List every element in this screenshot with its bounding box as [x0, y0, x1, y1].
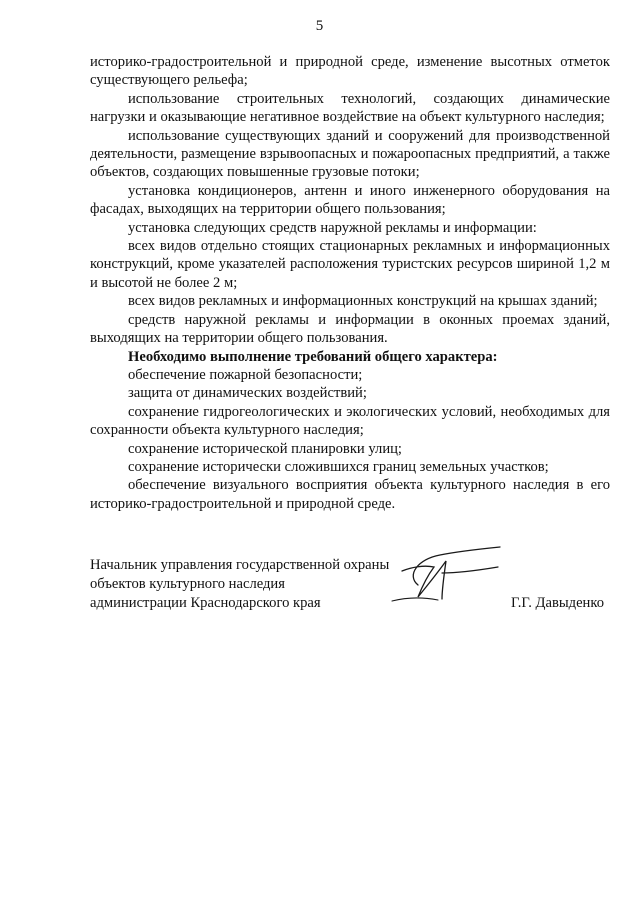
page-number: 5 [315, 18, 324, 34]
paragraph-6: всех видов отдельно стоящих стационарных рекламных и информационных конструкций, кроме указателей расположения туристских ресурсов шириной 1,2 м и высотой не более 2 м; [90, 238, 610, 291]
signature-block [90, 556, 610, 616]
paragraph-11: защита от динамических воздействий; [128, 385, 367, 402]
document-body [90, 53, 610, 513]
signatory-position-line-3: администрации Краснодарского края [90, 595, 321, 611]
paragraph-7: всех видов рекламных и информационных конструкций на крышах зданий; [128, 293, 598, 310]
paragraph-15: обеспечение визуального восприятия объекта культурного наследия в его историко-градостроительной и природной среде. [90, 477, 610, 512]
paragraph-3: использование существующих зданий и сооружений для производственной деятельности, размещение взрывоопасных и пожароопасных предприятий, а также объектов, создающих повышенные грузовые потоки; [90, 127, 610, 181]
paragraph-13: сохранение исторической планировки улиц; [128, 440, 402, 457]
handwritten-signature [388, 545, 508, 607]
section-heading: Необходимо выполнение требований общего характера: [128, 348, 498, 365]
paragraph-5: установка следующих средств наружной рекламы и информации: [128, 219, 537, 236]
paragraph-10: обеспечение пожарной безопасности; [128, 366, 363, 383]
paragraph-2: использование строительных технологий, создающих динамические нагрузки и оказывающие негативное воздействие на объект культурного наследия; [90, 90, 610, 126]
signatory-name: Г.Г. Давыденко [510, 595, 604, 611]
paragraph-8: средств наружной рекламы и информации в оконных проемах зданий, выходящих на территории общего пользования. [90, 311, 610, 347]
paragraph-1: историко-градостроительной и природной среде, изменение высотных отметок существующего рельефа; [90, 54, 610, 89]
signature-stroke-main [402, 561, 446, 599]
signature-stroke-tail [442, 567, 498, 573]
paragraph-14: сохранение исторически сложившихся границ земельных участков; [128, 458, 549, 475]
paragraph-12: сохранение гидрогеологических и экологических условий, необходимых для сохранности объекта культурного наследия; [90, 403, 610, 439]
signatory-position-line-1: Начальник управления государственной охраны [90, 557, 390, 573]
paragraph-4: установка кондиционеров, антенн и иного инженерного оборудования на фасадах, выходящих на территории общего пользования; [90, 182, 610, 218]
signature-stroke-base [392, 598, 438, 601]
signatory-position-line-2: объектов культурного наследия [90, 576, 285, 592]
